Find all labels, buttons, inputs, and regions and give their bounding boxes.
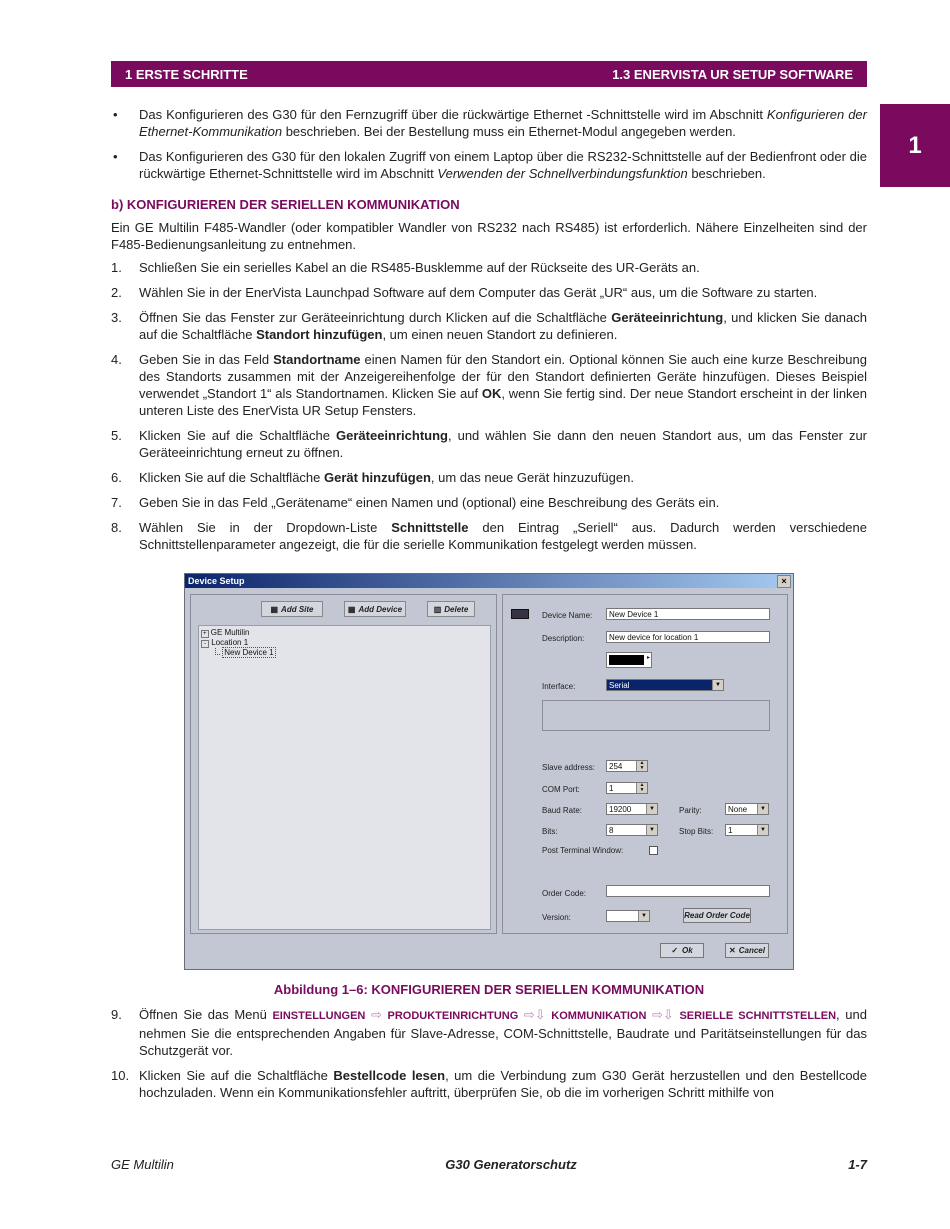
add-site-icon: ▦ bbox=[270, 604, 279, 614]
device-icon bbox=[511, 609, 529, 619]
com-port-field[interactable]: 1 ▲ ▼ bbox=[606, 782, 648, 794]
menu-path-item: KOMMUNIKATION bbox=[551, 1010, 647, 1022]
dialog-titlebar bbox=[185, 574, 793, 588]
chapter-title: 1 ERSTE SCHRITTE bbox=[125, 66, 248, 82]
section-heading: 1.3 ENERVISTA UR SETUP SOFTWARE bbox=[612, 66, 853, 82]
close-icon[interactable]: × bbox=[777, 575, 791, 588]
main-content bbox=[111, 106, 867, 561]
parity-select[interactable]: None ▼ bbox=[725, 803, 769, 815]
ok-button[interactable]: ✓ Ok bbox=[660, 943, 704, 958]
page-header bbox=[111, 61, 867, 87]
version-label: Version: bbox=[542, 913, 571, 922]
device-name-label: Device Name: bbox=[542, 611, 593, 620]
site-tree[interactable] bbox=[198, 625, 491, 930]
bullet-mark: • bbox=[113, 107, 118, 122]
baud-rate-label: Baud Rate: bbox=[542, 806, 583, 815]
interface-label: Interface: bbox=[542, 682, 576, 691]
add-device-button[interactable]: ▦ Add Device bbox=[344, 601, 406, 617]
step-3: 3. Öffnen Sie das Fenster zur Geräteeinrichtung durch Klicken auf die Schaltfläche Geräteeinrichtung, und klicken Sie danach auf die Schaltfläche Standort hinzufügen, um einen neuen Standort zu definieren. bbox=[111, 310, 867, 342]
page-footer bbox=[111, 1157, 867, 1172]
tree-node-location[interactable]: - Location 1 bbox=[201, 638, 490, 647]
stop-bits-label: Stop Bits: bbox=[679, 827, 714, 836]
color-swatch bbox=[609, 655, 644, 665]
continued-content bbox=[111, 1006, 867, 1109]
footer-company: GE Multilin bbox=[111, 1157, 174, 1172]
tree-node-root[interactable]: + GE Multilin bbox=[203, 628, 250, 637]
arrow-right-down-icon: ⇨⇩ bbox=[523, 1007, 546, 1022]
read-order-code-button[interactable]: Read Order Code bbox=[683, 908, 751, 923]
step-9: 9. Öffnen Sie das Menü EINSTELLUNGEN ⇨ PRODUKTEINRICHTUNG ⇨⇩ KOMMUNIKATION ⇨⇩ SERIELLE SCHNITTSTELLEN, und nehmen Sie die entsprechenden Angaben für Slave-Adresse, COM-Schnittstelle, Baudrate und Paritätseinstellungen für das Schutzgerät vor. bbox=[111, 1007, 867, 1058]
cancel-button[interactable]: ✕ Cancel bbox=[725, 943, 769, 958]
tree-node-device[interactable]: New Device 1 bbox=[215, 648, 490, 657]
bits-select[interactable]: 8 ▼ bbox=[606, 824, 658, 836]
chevron-down-icon[interactable]: ▼ bbox=[646, 825, 657, 835]
bits-label: Bits: bbox=[542, 827, 558, 836]
step-8: 8. Wählen Sie in der Dropdown-Liste Schnittstelle den Eintrag „Seriell“ aus. Dadurch werden verschiedene Schnittstellenparameter angezeigt, die für die serielle Kommunikation festgelegt werden müssen. bbox=[111, 520, 867, 552]
post-terminal-checkbox[interactable] bbox=[649, 846, 658, 855]
parity-label: Parity: bbox=[679, 806, 702, 815]
spinner-icon[interactable]: ▲ ▼ bbox=[636, 783, 647, 793]
dialog-title: Device Setup bbox=[188, 576, 245, 586]
close-icon: ✕ bbox=[729, 946, 736, 955]
chevron-down-icon: ▸ bbox=[646, 655, 650, 661]
arrow-right-down-icon: ⇨⇩ bbox=[652, 1007, 674, 1022]
menu-path-item: PRODUKTEINRICHTUNG bbox=[387, 1010, 519, 1022]
color-picker[interactable] bbox=[606, 652, 652, 668]
step-2: 2. Wählen Sie in der EnerVista Launchpad Software auf dem Computer das Gerät „UR“ aus, um die Software zu starten. bbox=[111, 285, 818, 300]
device-setup-dialog bbox=[184, 573, 794, 970]
figure-caption: Abbildung 1–6: KONFIGURIEREN DER SERIELLEN KOMMUNIKATION bbox=[273, 982, 705, 997]
chevron-down-icon[interactable]: ▼ bbox=[712, 680, 723, 690]
com-port-label: COM Port: bbox=[542, 785, 580, 794]
bullet-item: • Das Konfigurieren des G30 für den lokalen Zugriff von einem Laptop über die RS232-Schnittstelle auf der Bedienfront oder die rückwärtige Ethernet-Schnittstelle wird im Abschnitt Verwenden der Schnellverbindungsfunktion beschrieben. bbox=[113, 149, 867, 181]
order-code-field[interactable] bbox=[606, 885, 770, 897]
slave-address-field[interactable]: 254 ▲ ▼ bbox=[606, 760, 648, 772]
bullet-item: • Das Konfigurieren des G30 für den Fernzugriff über die rückwärtige Ethernet -Schnittstelle wird im Abschnitt Konfigurieren der Ethernet-Kommunikation beschrieben. Bei der Bestellung muss ein Ethernet-Modul angegeben werden. bbox=[113, 107, 867, 139]
chevron-down-icon[interactable]: ▼ bbox=[757, 825, 768, 835]
spinner-icon[interactable]: ▲ ▼ bbox=[636, 761, 647, 771]
expand-icon[interactable]: + bbox=[203, 631, 207, 637]
step-7: 7. Geben Sie in das Feld „Gerätename“ einen Namen und (optional) eine Beschreibung des Geräts ein. bbox=[111, 495, 720, 510]
arrow-right-icon: ⇨ bbox=[370, 1007, 382, 1022]
order-code-label: Order Code: bbox=[542, 889, 587, 898]
bullet-mark: • bbox=[113, 149, 118, 164]
device-panel bbox=[502, 594, 788, 934]
trash-icon: ▥ bbox=[433, 604, 442, 614]
step-5: 5. Klicken Sie auf die Schaltfläche Geräteeinrichtung, und wählen Sie dann den neuen Standort aus, um das Fenster zur Geräteeinrichtung erneut zu öffnen. bbox=[111, 428, 867, 460]
step-6: 6. Klicken Sie auf die Schaltfläche Gerät hinzufügen, um das neue Gerät hinzuzufügen. bbox=[111, 470, 634, 485]
slave-address-label: Slave address: bbox=[542, 763, 595, 772]
interface-info-box bbox=[542, 700, 770, 731]
description-label: Description: bbox=[542, 634, 585, 643]
device-name-field[interactable]: New Device 1 bbox=[606, 608, 770, 620]
add-device-icon: ▦ bbox=[347, 604, 356, 614]
step-4: 4. Geben Sie in das Feld Standortname einen Namen für den Standort ein. Optional können Sie auch eine kurze Beschreibung des Standorts zusammen mit der Anzeigereihenfolge der für den Standort definierten Geräte hinzufügen. Dieses Beispiel verwendet „Standort 1“ als Standortnamen. Klicken Sie auf OK, wenn Sie fertig sind. Der neue Standort erscheint in der linken unteren Liste des EnerVista UR Setup Fensters. bbox=[111, 352, 868, 418]
footer-product: G30 Generatorschutz bbox=[445, 1157, 577, 1172]
chevron-down-icon[interactable]: ▼ bbox=[757, 804, 768, 814]
post-terminal-label: Post Terminal Window: bbox=[542, 846, 624, 855]
menu-path-item: SERIELLE SCHNITTSTELLEN bbox=[679, 1010, 837, 1022]
step-10: 10. Klicken Sie auf die Schaltfläche Bestellcode lesen, um die Verbindung zum G30 Gerät herzustellen und den Bestellcode hochzuladen. Wenn ein Kommunikationsfehler auftritt, überprüfen Sie, ob die im vorherigen Schritt mithilfe von bbox=[111, 1068, 868, 1100]
baud-rate-select[interactable]: 19200 ▼ bbox=[606, 803, 658, 815]
sites-panel bbox=[190, 594, 497, 934]
delete-button[interactable]: ▥ Delete bbox=[427, 601, 475, 617]
interface-select[interactable]: Serial ▼ bbox=[606, 679, 724, 691]
chevron-down-icon[interactable]: ▼ bbox=[638, 911, 649, 921]
menu-path-item: EINSTELLUNGEN bbox=[272, 1010, 366, 1022]
collapse-icon[interactable]: - bbox=[201, 640, 209, 648]
step-1: 1. Schließen Sie ein serielles Kabel an die RS485-Busklemme auf der Rückseite des UR-Geräts an. bbox=[111, 260, 700, 275]
section-title: b) KONFIGURIEREN DER SERIELLEN KOMMUNIKATION bbox=[111, 197, 460, 212]
version-select[interactable] bbox=[606, 910, 650, 922]
description-field[interactable]: New device for location 1 bbox=[606, 631, 770, 643]
chapter-tab: 1 bbox=[880, 104, 950, 187]
check-icon: ✓ bbox=[671, 946, 679, 955]
page-number: 1-7 bbox=[848, 1157, 867, 1172]
intro-paragraph: Ein GE Multilin F485-Wandler (oder kompatibler Wandler von RS232 nach RS485) ist erforderlich. Nähere Einzelheiten sind der F485-Bedienungsanleitung zu entnehmen. bbox=[111, 220, 867, 252]
stop-bits-select[interactable]: 1 ▼ bbox=[725, 824, 769, 836]
chevron-down-icon[interactable]: ▼ bbox=[646, 804, 657, 814]
add-site-button[interactable]: ▦ Add Site bbox=[261, 601, 323, 617]
